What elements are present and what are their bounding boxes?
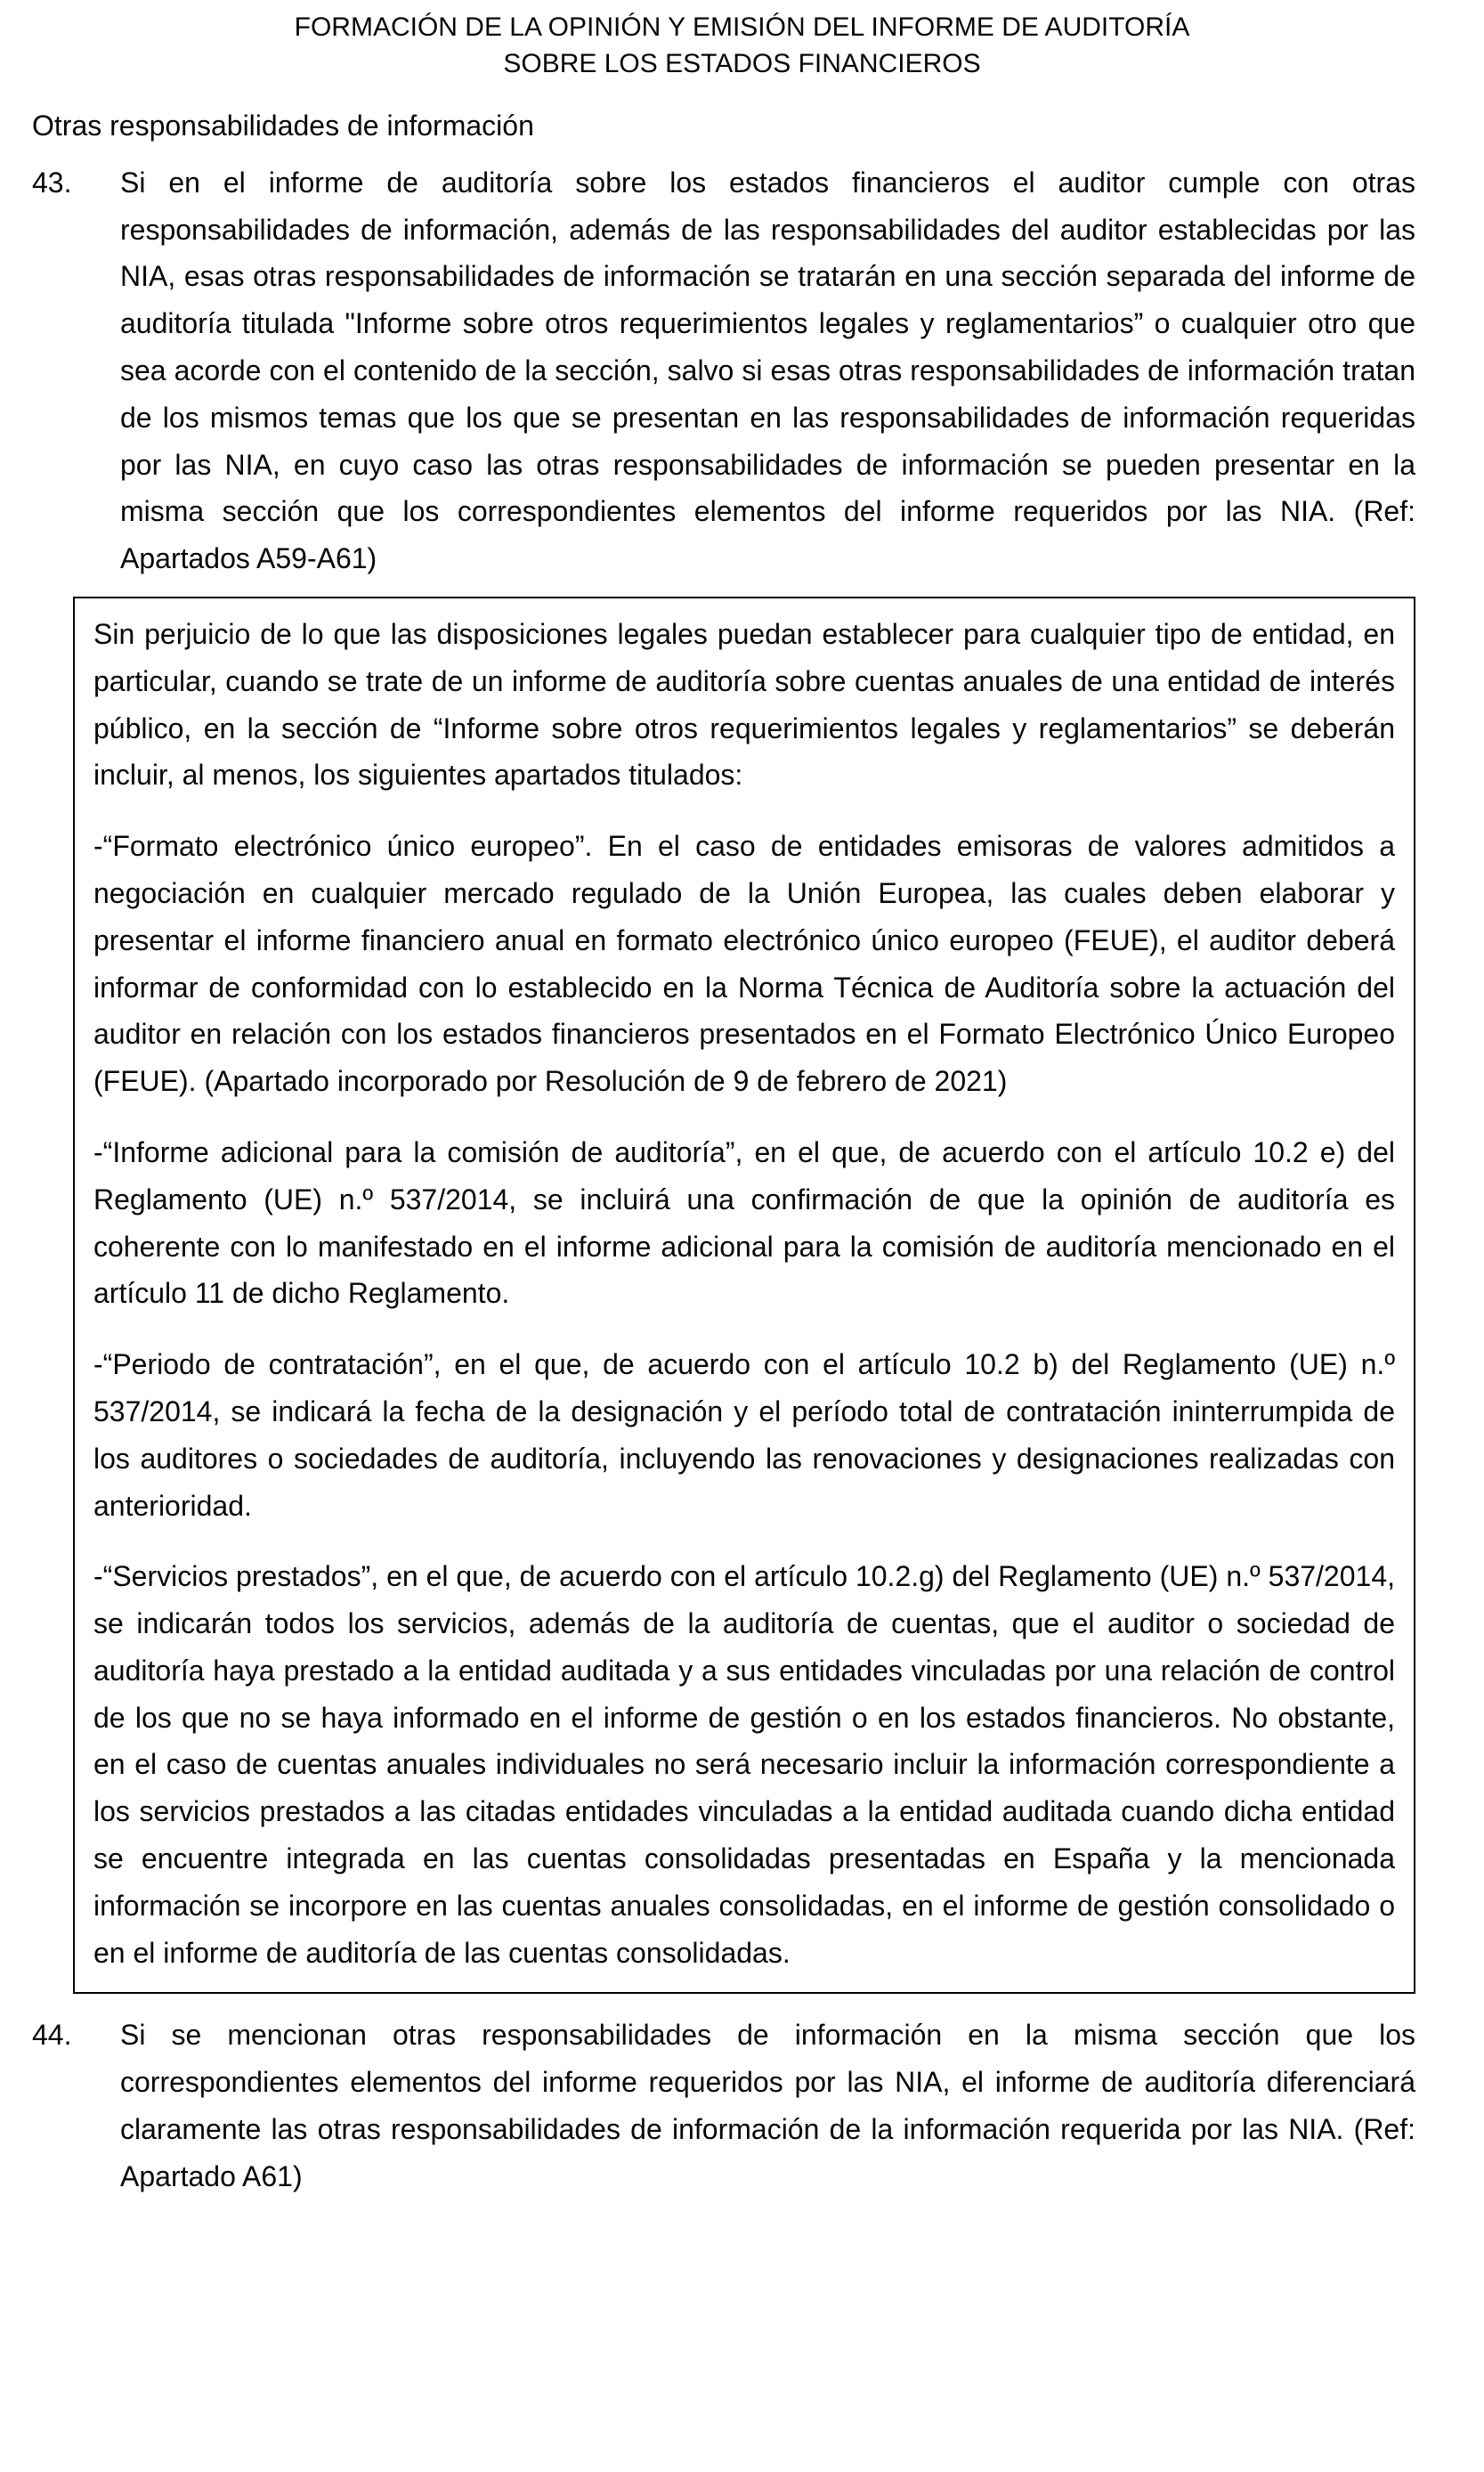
- paragraph-44: [32, 2012, 1415, 2200]
- paragraph-44-text: Si se mencionan otras responsabilidades de información en la misma sección que los correspondientes elementos del informe requeridos por las NIA, el informe de auditoría diferenciará claramente las otras responsabilidades de información de la información requerida por las NIA. (Ref: Apartado A61): [120, 2019, 1415, 2192]
- note-box-item-informe-adicional: -“Informe adicional para la comisión de auditoría”, en el que, de acuerdo con el artículo 10.2 e) del Reglamento (UE) n.º 537/2014, se incluirá una confirmación de que la opinión de auditoría es coherente con lo manifestado en el informe adicional para la comisión de auditoría mencionado en el artículo 11 de dicho Reglamento.: [93, 1135, 1395, 1310]
- section-heading-otras-responsabilidades: Otras responsabilidades de información: [32, 109, 534, 142]
- note-box-item-periodo-contratacion: -“Periodo de contratación”, en el que, de acuerdo con el artículo 10.2 b) del Reglamento (UE) n.º 537/2014, se indicará la fecha de la designación y el período total de contratación ininterrumpida de los auditores o sociedades de auditoría, incluyendo las renovaciones y designaciones realizadas con anterioridad.: [93, 1348, 1395, 1522]
- paragraph-43: [32, 159, 1415, 582]
- document-title-line-2: SOBRE LOS ESTADOS FINANCIEROS: [503, 49, 981, 79]
- document-header: [0, 9, 1484, 83]
- paragraph-43-text: Si en el informe de auditoría sobre los estados financieros el auditor cumple con otras responsabilidades de información, además de las responsabilidades del auditor establecidas por las NIA, esas otras responsabilidades de información se tratarán en una sección separada del informe de auditoría titulada "Informe sobre otros requerimientos legales y reglamentarios” o cualquier otro que sea acorde con el contenido de la sección, salvo si esas otras responsabilidades de información tratan de los mismos temas que los que se presentan en las responsabilidades de información requeridas por las NIA, en cuyo caso las otras responsabilidades de información se pueden presentar en la misma sección que los correspondientes elementos del informe requeridos por las NIA. (Ref: Apartados A59-A61): [120, 166, 1415, 575]
- paragraph-44-number: 44.: [32, 2019, 72, 2052]
- note-box-item-formato-electronico: -“Formato electrónico único europeo”. En el caso de entidades emisoras de valores admitidos a negociación en cualquier mercado regulado de la Unión Europea, las cuales deben elaborar y presentar el informe financiero anual en formato electrónico único europeo (FEUE), el auditor deberá informar de conformidad con lo establecido en la Norma Técnica de Auditoría sobre la actuación del auditor en relación con los estados financieros presentados en el Formato Electrónico Único Europeo (FEUE). (Apartado incorporado por Resolución de 9 de febrero de 2021): [93, 830, 1395, 1098]
- note-box-intro: Sin perjuicio de lo que las disposiciones legales puedan establecer para cualquier tipo de entidad, en particular, cuando se trate de un informe de auditoría sobre cuentas anuales de una entidad de interés público, en la sección de “Informe sobre otros requerimientos legales y reglamentarios” se deberán incluir, al menos, los siguientes apartados titulados:: [93, 617, 1395, 792]
- paragraph-43-number: 43.: [32, 166, 72, 199]
- regulatory-note-box: [73, 597, 1415, 1995]
- note-box-item-servicios-prestados: -“Servicios prestados”, en el que, de acuerdo con el artículo 10.2.g) del Reglamento (UE) n.º 537/2014, se indicarán todos los servicios, además de la auditoría de cuentas, que el auditor o sociedad de auditoría haya prestado a la entidad auditada y a sus entidades vinculadas por una relación de control de los que no se haya informado en el informe de gestión o en los estados financieros. No obstante, en el caso de cuentas anuales individuales no será necesario incluir la información correspondiente a los servicios prestados a las citadas entidades vinculadas a la entidad auditada cuando dicha entidad se encuentre integrada en las cuentas consolidadas presentadas en España y la mencionada información se incorpore en las cuentas anuales consolidadas, en el informe de gestión consolidado o en el informe de auditoría de las cuentas consolidadas.: [93, 1560, 1395, 1969]
- document-title-line-1: FORMACIÓN DE LA OPINIÓN Y EMISIÓN DEL INFORME DE AUDITORÍA: [294, 12, 1190, 42]
